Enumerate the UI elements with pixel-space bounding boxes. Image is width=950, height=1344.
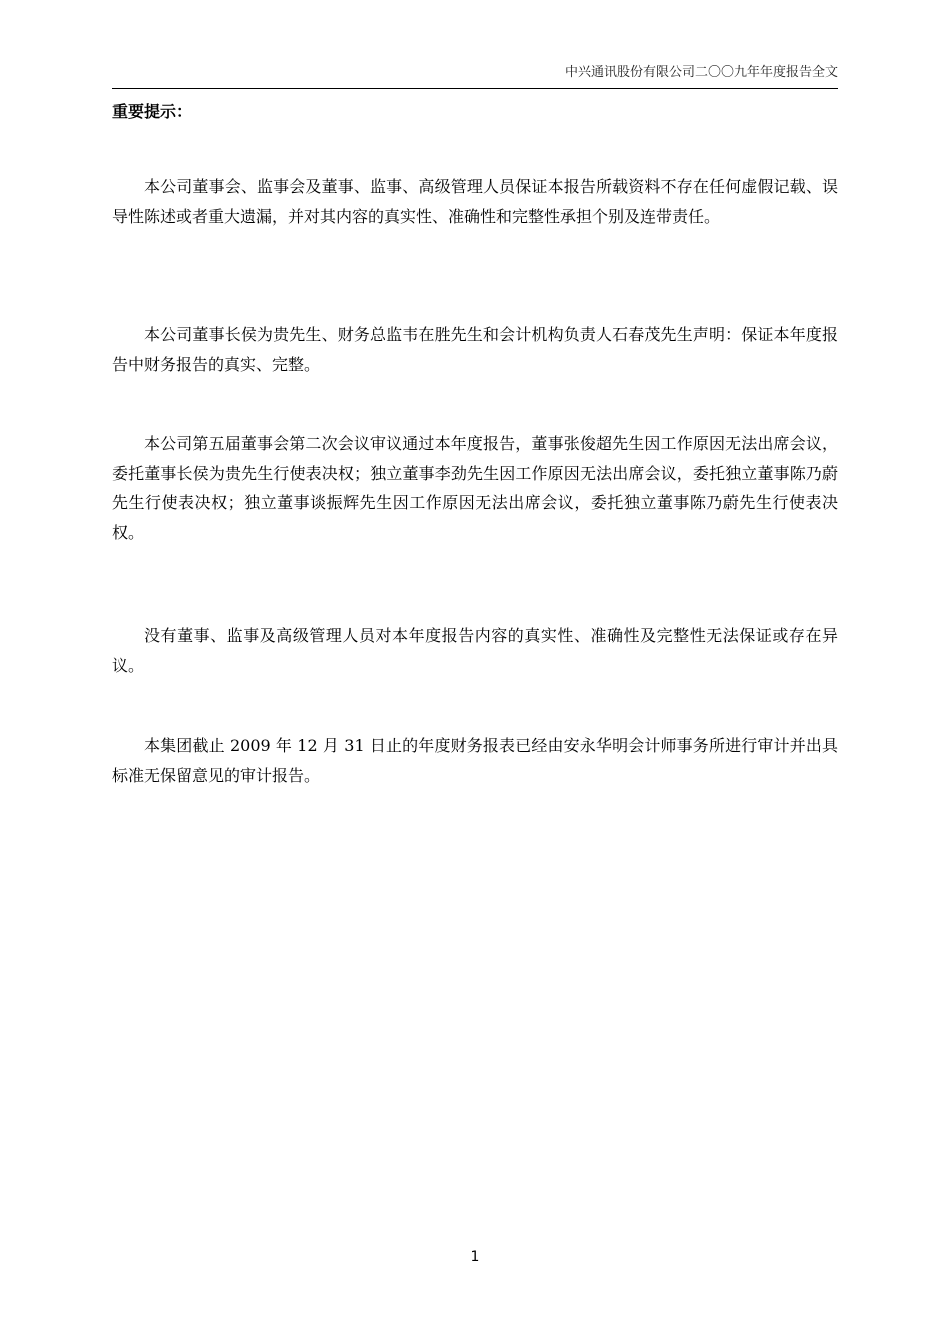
running-header: 中兴通讯股份有限公司二〇〇九年年度报告全文: [112, 64, 838, 89]
notice-paragraph-financial-statement: 本公司董事长侯为贵先生、财务总监韦在胜先生和会计机构负责人石春茂先生声明：保证本年度报告中财务报告的真实、完整。: [112, 325, 838, 374]
notice-paragraph-audit: 本集团截止 2009 年 12 月 31 日止的年度财务报表已经由安永华明会计师事务所进行审计并出具标准无保留意见的审计报告。: [112, 736, 838, 785]
notice-paragraph-responsibility: 本公司董事会、监事会及董事、监事、高级管理人员保证本报告所载资料不存在任何虚假记载、误导性陈述或者重大遗漏，并对其内容的真实性、准确性和完整性承担个别及连带责任。: [112, 177, 838, 226]
notice-title: 重要提示：: [112, 102, 193, 121]
notice-paragraph-no-objection: 没有董事、监事及高级管理人员对本年度报告内容的真实性、准确性及完整性无法保证或存在异议。: [112, 626, 838, 675]
page-number: 1: [470, 1249, 480, 1265]
notice-paragraph-board-meeting: 本公司第五届董事会第二次会议审议通过本年度报告，董事张俊超先生因工作原因无法出席会议，委托董事长侯为贵先生行使表决权；独立董事李劲先生因工作原因无法出席会议，委托独立董事陈乃蔚先生行使表决权；独立董事谈振辉先生因工作原因无法出席会议，委托独立董事陈乃蔚先生行使表决权。: [112, 434, 838, 542]
